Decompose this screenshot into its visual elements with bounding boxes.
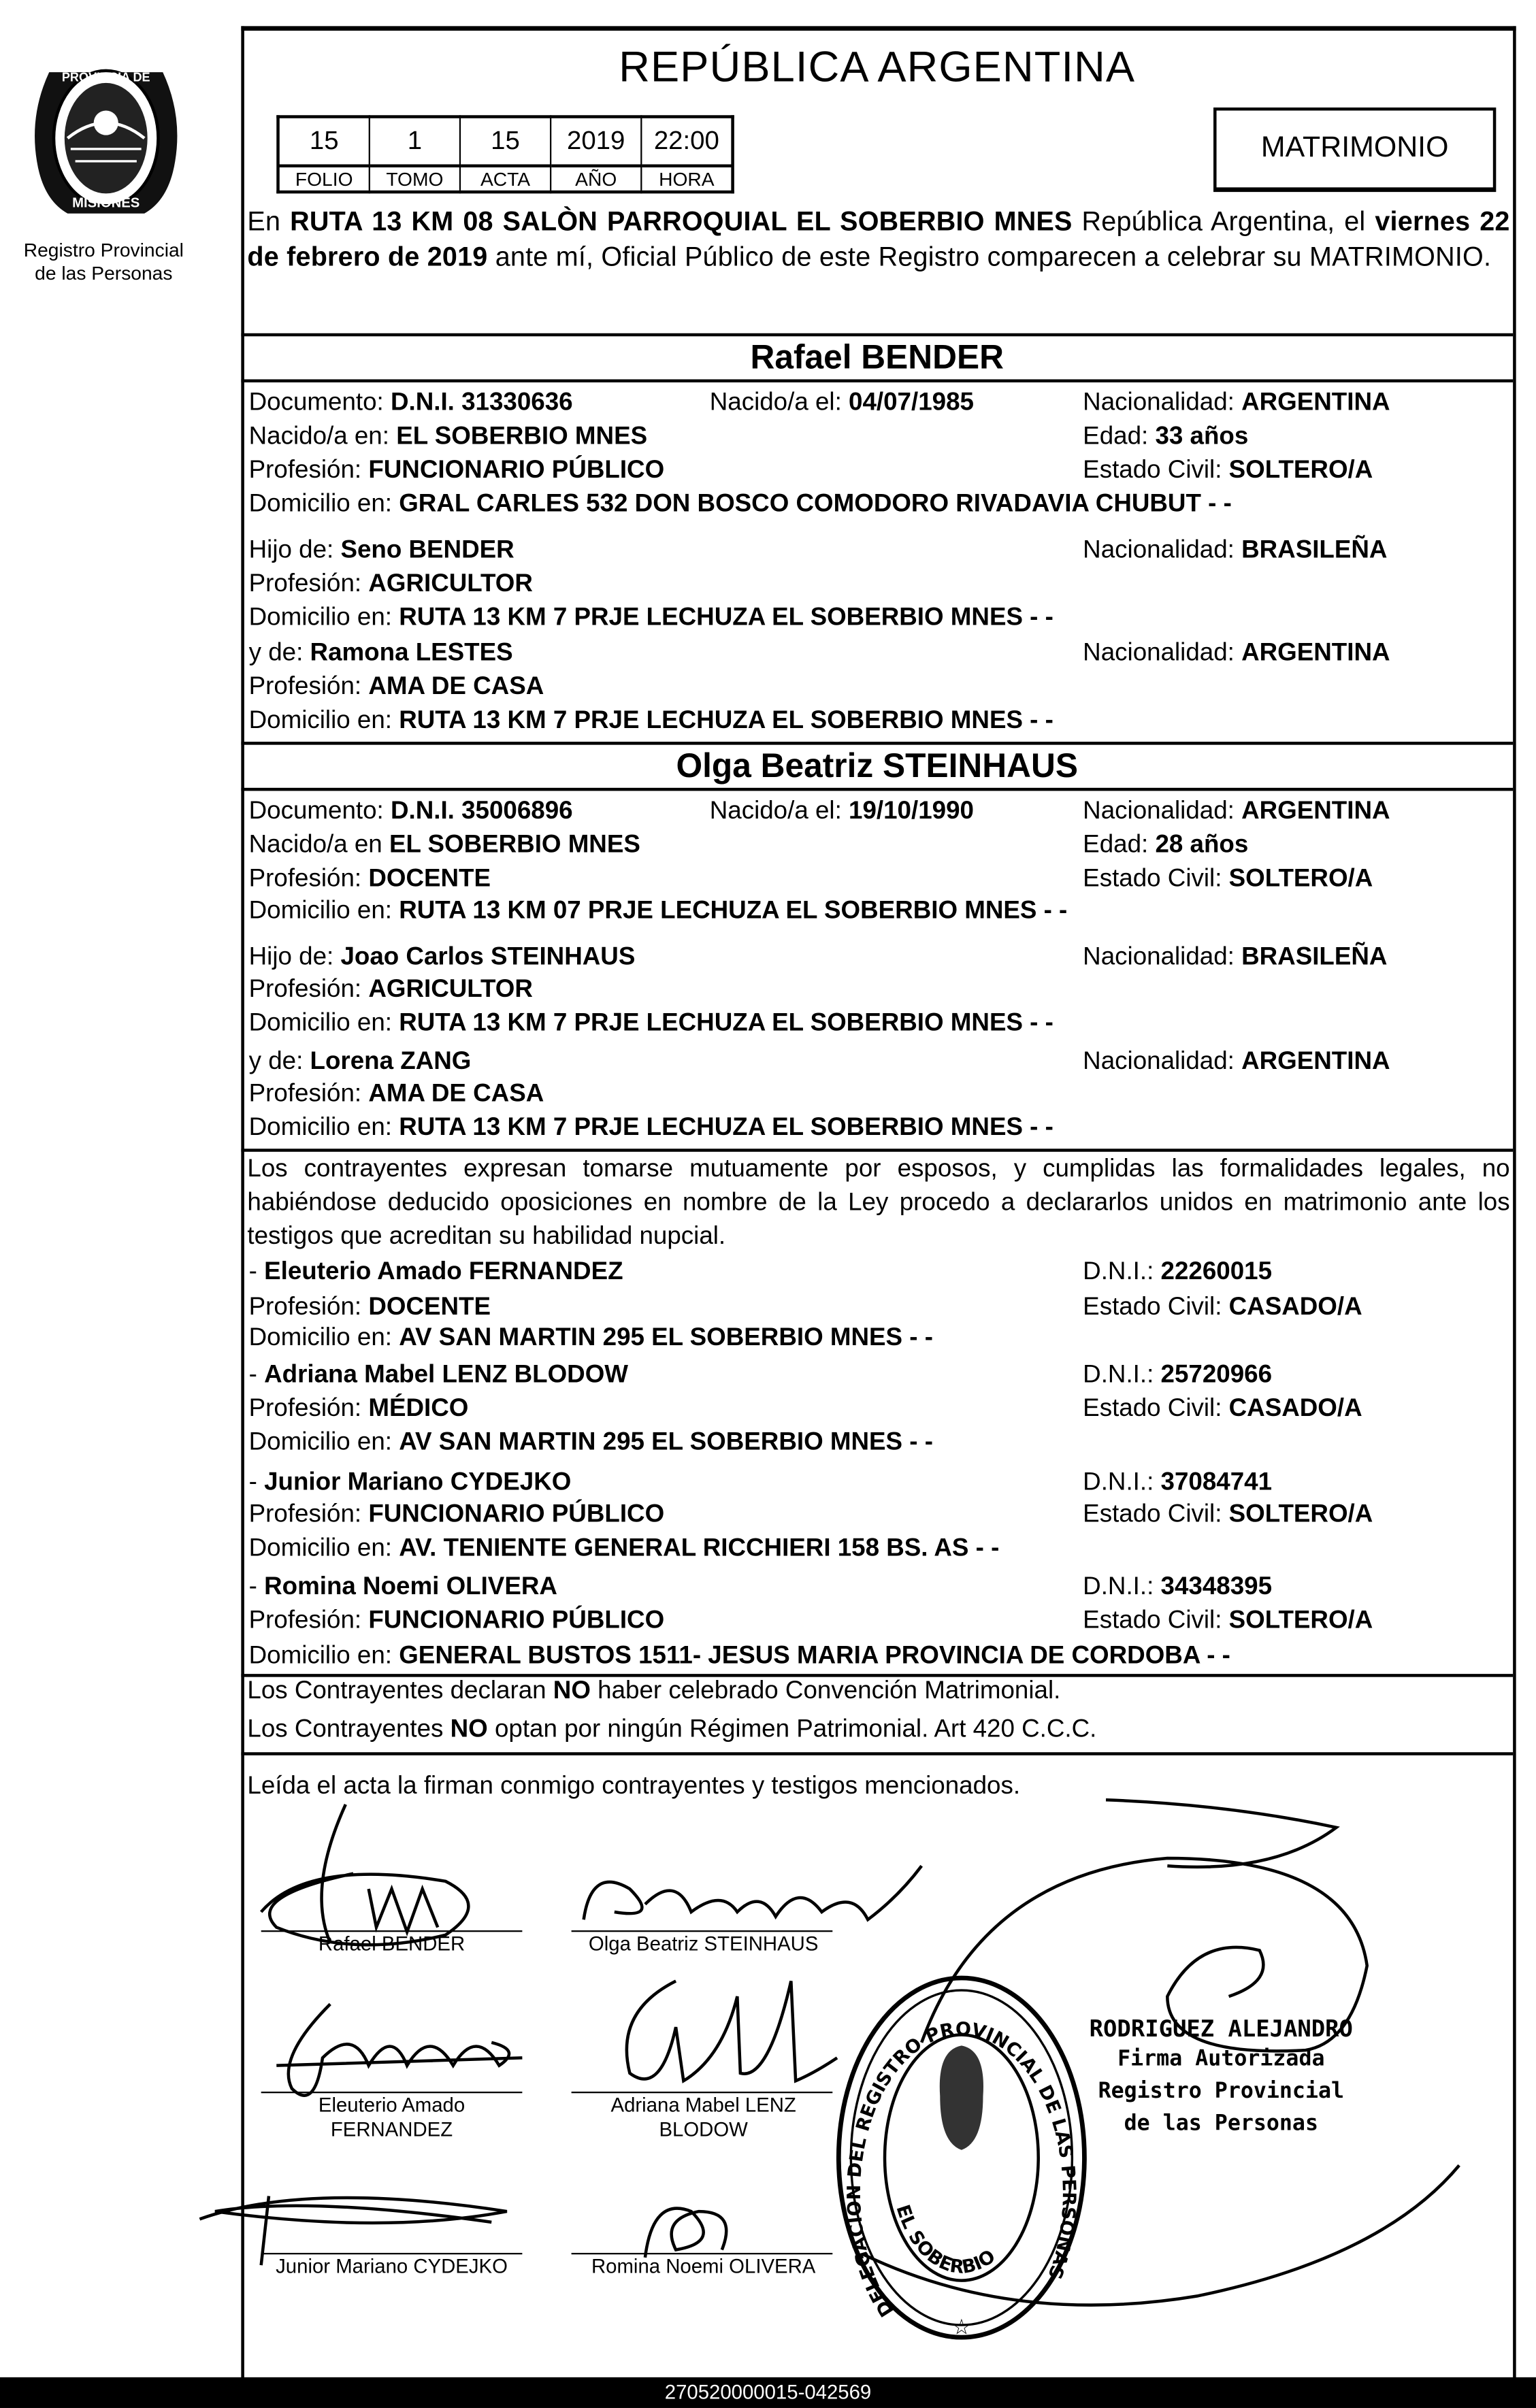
closing-statement: Leída el acta la firman conmigo contrayentes y testigos mencionados. (247, 1772, 1021, 1800)
field-value: 37084741 (1160, 1468, 1273, 1496)
divider (241, 788, 1513, 791)
field-label: Nacionalidad: (1083, 535, 1242, 564)
act-type-box: MATRIMONIO (1213, 108, 1496, 192)
spouse1-field (249, 420, 647, 451)
spouse1-field (249, 602, 1053, 633)
signature-caption-spouse1: Rafael BENDER (318, 1932, 465, 1956)
field-value: BRASILEÑA (1241, 942, 1388, 971)
spouse2-field (249, 1078, 544, 1108)
anio-label: AÑO (551, 166, 641, 192)
field-label: Domicilio en: (248, 489, 399, 518)
field-label: Hijo de: (248, 942, 341, 971)
field-label: Profesión: (248, 975, 369, 1003)
spouse1-field (249, 671, 544, 702)
witness-field (249, 1256, 623, 1287)
field-label: Domicilio en: (248, 706, 399, 734)
field-label: Profesión: (248, 864, 369, 893)
ceremony-date: viernes 22 de febrero de 2019 (247, 205, 1510, 271)
field-label: D.N.I.: (1083, 1360, 1161, 1389)
field-label: Nacionalidad: (1083, 1047, 1242, 1075)
spouse2-field (1083, 795, 1390, 826)
field-value: DOCENTE (368, 1293, 491, 1321)
witness-field (1083, 1571, 1272, 1602)
registry-caption-line2: de las Personas (35, 262, 173, 284)
field-value: SOLTERO/A (1228, 1606, 1373, 1634)
document-code: 270520000015-042569 (0, 2377, 1536, 2408)
folio-value: 15 (278, 117, 370, 166)
field-value: DOCENTE (368, 864, 491, 893)
field-value: Ramona LESTES (310, 638, 513, 667)
field-label: Documento: (248, 389, 391, 416)
spouse2-field (249, 942, 636, 972)
field-label: Estado Civil: (1083, 864, 1229, 893)
divider (241, 1752, 1513, 1755)
field-label: Documento: (248, 797, 391, 825)
field-label: Estado Civil: (1083, 1394, 1229, 1422)
field-label: Profesión: (248, 1500, 369, 1528)
field-label: Estado Civil: (1083, 1293, 1229, 1321)
signatures-and-stamp (0, 1766, 1536, 2377)
field-value: SOLTERO/A (1228, 1500, 1373, 1528)
field-label: - (248, 1360, 265, 1389)
field-value: 04/07/1985 (849, 389, 974, 416)
witness-field (249, 1499, 665, 1530)
field-value: FUNCIONARIO PÚBLICO (368, 1606, 665, 1634)
field-value: RUTA 13 KM 7 PRJE LECHUZA EL SOBERBIO MNES - - (399, 706, 1053, 734)
spouse2-name: Olga Beatriz STEINHAUS (676, 746, 1078, 785)
spouse1-field (249, 534, 514, 565)
svg-text:MISIONES: MISIONES (72, 195, 140, 211)
registry-caption (0, 240, 208, 286)
hora-label: HORA (641, 166, 732, 192)
field-label: Profesión: (248, 1394, 369, 1422)
field-label: - (248, 1468, 265, 1496)
field-value: BRASILEÑA (1241, 535, 1388, 564)
divider (241, 742, 1513, 745)
field-label: - (248, 1257, 265, 1286)
svg-text:PROVINCIA DE: PROVINCIA DE (61, 70, 150, 84)
signature-caption-witness3: Junior Mariano CYDEJKO (276, 2254, 508, 2278)
field-value: EL SOBERBIO MNES (396, 422, 648, 450)
field-label: Nacionalidad: (1083, 797, 1242, 825)
field-value: RUTA 13 KM 07 PRJE LECHUZA EL SOBERBIO MNES - - (399, 897, 1068, 925)
spouse1-field (249, 455, 665, 485)
field-value: AMA DE CASA (368, 672, 544, 701)
witness-field (249, 1605, 665, 1636)
field-label: Nacido/a en (248, 831, 389, 859)
stamp-inner-text: EL SOBERBIO (892, 2202, 1000, 2279)
spouse1-field (1083, 638, 1390, 668)
field-value: ARGENTINA (1241, 1047, 1390, 1075)
field-label: Estado Civil: (1083, 456, 1229, 484)
field-label: Profesión: (248, 570, 369, 597)
divider (241, 379, 1513, 382)
field-label: Domicilio en: (248, 1323, 399, 1352)
acta-value: 15 (460, 117, 551, 166)
spouse2-field (1083, 942, 1387, 972)
field-value: 25720966 (1160, 1360, 1273, 1389)
field-label: D.N.I.: (1083, 1257, 1161, 1286)
field-label: Hijo de: (248, 535, 341, 564)
field-value: D.N.I. 35006896 (390, 797, 573, 825)
witness-field (1083, 1291, 1362, 1322)
witness-field (1083, 1393, 1362, 1423)
spouse1-field (249, 568, 533, 599)
convention-statement: Los Contrayentes declaran NO haber celebrado Convención Matrimonial. (247, 1677, 1061, 1705)
field-value: 22260015 (1160, 1257, 1273, 1286)
field-value: AV. TENIENTE GENERAL RICCHIERI 158 BS. AS - - (399, 1534, 1000, 1562)
spouse1-name: Rafael BENDER (750, 337, 1004, 376)
spouse2-field (249, 895, 1068, 926)
spouse2-field (249, 829, 640, 860)
field-value: SOLTERO/A (1228, 864, 1373, 893)
svg-text:☆: ☆ (951, 2314, 972, 2339)
field-label: Nacionalidad: (1083, 942, 1242, 971)
field-label: Edad: (1083, 422, 1156, 450)
field-value: D.N.I. 31330636 (390, 389, 573, 416)
signature-caption-witness1: Eleuterio Amado FERNANDEZ (318, 2093, 465, 2141)
field-label: Nacionalidad: (1083, 389, 1242, 416)
field-label: Domicilio en: (248, 1534, 399, 1562)
intro-text: En (247, 205, 291, 237)
field-value: MÉDICO (368, 1394, 469, 1422)
signature-witness4 (645, 2209, 726, 2258)
intro-text: República Argentina, el (1072, 205, 1375, 237)
field-label: Domicilio en: (248, 1428, 399, 1456)
spouse1-field (1083, 387, 1390, 418)
witness-field (249, 1427, 933, 1457)
field-value: ARGENTINA (1241, 797, 1390, 825)
signature-caption-witness2: Adriana Mabel LENZ BLODOW (610, 2093, 796, 2141)
official-stamp (838, 1978, 1084, 2339)
field-value: EL SOBERBIO MNES (389, 831, 640, 859)
spouse2-field (710, 795, 974, 826)
field-label: Nacido/a el: (709, 797, 849, 825)
field-label: D.N.I.: (1083, 1468, 1161, 1496)
field-label: Nacionalidad: (1083, 638, 1242, 667)
witness-field (249, 1466, 572, 1497)
field-value: AGRICULTOR (368, 570, 533, 597)
tomo-label: TOMO (370, 166, 460, 192)
misiones-coat-of-arms-logo (22, 54, 191, 226)
spouse1-field (710, 387, 974, 418)
ceremony-place: RUTA 13 KM 08 SALÒN PARROQUIAL EL SOBERBIO MNES (290, 205, 1073, 237)
witness-field (249, 1291, 491, 1322)
spouse1-field (249, 489, 1232, 519)
witness-field (249, 1393, 469, 1423)
spouse2-field (249, 1046, 472, 1076)
field-value: RUTA 13 KM 7 PRJE LECHUZA EL SOBERBIO MNES - - (399, 1008, 1053, 1037)
spouse1-field (1083, 420, 1248, 451)
field-label: Domicilio en: (248, 1008, 399, 1037)
hora-value: 22:00 (641, 117, 732, 166)
field-label: Edad: (1083, 831, 1156, 859)
registry-table (276, 115, 734, 193)
field-label: Profesión: (248, 1606, 369, 1634)
field-value: CASADO/A (1228, 1293, 1362, 1321)
declaration-paragraph: Los contrayentes expresan tomarse mutuamente por esposos, y cumplidas las formalidades legales, no habiéndose deducido oposiciones en nombre de la Ley procedo a declararlos unidos en matrimonio ante los testigos que acreditan su habilidad nupcial. (247, 1155, 1510, 1251)
page-title: REPÚBLICA ARGENTINA (619, 43, 1136, 91)
field-value: Adriana Mabel LENZ BLODOW (264, 1360, 629, 1389)
field-value: AMA DE CASA (368, 1079, 544, 1108)
witness-field (249, 1359, 628, 1389)
field-value: GRAL CARLES 532 DON BOSCO COMODORO RIVADAVIA CHUBUT - - (399, 489, 1232, 518)
spouse2-field (249, 1112, 1053, 1142)
witness-field (1083, 1466, 1272, 1497)
intro-text: ante mí, Oficial Público de este Registro comparecen a celebrar su MATRIMONIO. (487, 240, 1492, 271)
field-value: 34348395 (1160, 1572, 1273, 1600)
signature-witness3 (199, 2196, 506, 2266)
witness-field (1083, 1359, 1272, 1389)
field-value: Eleuterio Amado FERNANDEZ (264, 1257, 623, 1286)
folio-label: FOLIO (278, 166, 370, 192)
field-value: 28 años (1155, 831, 1249, 859)
field-label: Profesión: (248, 1079, 369, 1108)
witness-field (249, 1532, 1000, 1563)
spouse2-field (249, 795, 573, 826)
spouse1-field (249, 705, 1053, 736)
field-label: Domicilio en: (248, 1113, 399, 1141)
stamp-ring-text: DELEGACION DEL REGISTRO PROVINCIAL DE LAS PERSONAS (843, 2018, 1079, 2321)
field-value: Seno BENDER (340, 535, 514, 564)
spouse1-field (1083, 534, 1387, 565)
field-value: 19/10/1990 (849, 797, 974, 825)
field-value: 33 años (1155, 422, 1249, 450)
field-value: CASADO/A (1228, 1394, 1362, 1422)
registry-caption-line1: Registro Provincial (23, 240, 184, 261)
field-label: y de: (248, 1047, 310, 1075)
spouse2-field (1083, 1046, 1390, 1076)
field-label: D.N.I.: (1083, 1572, 1161, 1600)
spouse1-field (249, 638, 513, 668)
field-label: Estado Civil: (1083, 1606, 1229, 1634)
signature-caption-witness4: Romina Noemi OLIVERA (591, 2254, 816, 2278)
field-value: Romina Noemi OLIVERA (264, 1572, 557, 1600)
field-value: GENERAL BUSTOS 1511- JESUS MARIA PROVINCIA DE CORDOBA - - (399, 1641, 1230, 1670)
witness-field (1083, 1256, 1272, 1287)
field-value: ARGENTINA (1241, 389, 1390, 416)
spouse2-field (1083, 829, 1248, 860)
officer-registry-2: de las Personas (1124, 2111, 1318, 2137)
signature-witness2 (627, 1981, 837, 2081)
regime-statement: Los Contrayentes NO optan por ningún Régimen Patrimonial. Art 420 C.C.C. (247, 1715, 1097, 1743)
field-value: Junior Mariano CYDEJKO (264, 1468, 572, 1496)
spouse2-field (249, 974, 533, 1004)
spouse1-field (1083, 455, 1373, 485)
field-value: Lorena ZANG (310, 1047, 472, 1075)
anio-value: 2019 (551, 117, 641, 166)
tomo-value: 1 (370, 117, 460, 166)
handwritten-signatures (199, 1800, 1459, 2305)
field-value: RUTA 13 KM 7 PRJE LECHUZA EL SOBERBIO MNES - - (399, 604, 1053, 631)
divider (241, 333, 1513, 337)
field-label: Estado Civil: (1083, 1500, 1229, 1528)
spouse2-field (1083, 863, 1373, 893)
field-label: Profesión: (248, 456, 369, 484)
field-value: FUNCIONARIO PÚBLICO (368, 456, 665, 484)
field-value: AV SAN MARTIN 295 EL SOBERBIO MNES - - (399, 1323, 933, 1352)
officer-registry: Registro Provincial (1098, 2079, 1345, 2105)
spouse2-field (249, 863, 491, 893)
witness-field (249, 1322, 933, 1353)
field-label: Nacido/a en: (248, 422, 397, 450)
witness-field (1083, 1499, 1373, 1530)
spouse2-field (249, 1008, 1053, 1038)
officer-name: RODRIGUEZ ALEJANDRO (1089, 2015, 1353, 2043)
field-label: - (248, 1572, 265, 1600)
witness-field (249, 1640, 1230, 1670)
field-value: FUNCIONARIO PÚBLICO (368, 1500, 665, 1528)
field-label: Domicilio en: (248, 1641, 399, 1670)
intro-paragraph (247, 204, 1509, 274)
field-value: SOLTERO/A (1228, 456, 1373, 484)
field-label: Domicilio en: (248, 604, 399, 631)
signature-witness1 (276, 2004, 522, 2095)
field-label: Nacido/a el: (709, 389, 849, 416)
field-value: ARGENTINA (1241, 638, 1390, 667)
officer-title: Firma Autorizada (1117, 2047, 1325, 2072)
field-label: Domicilio en: (248, 897, 399, 925)
acta-label: ACTA (460, 166, 551, 192)
signature-spouse1 (261, 1804, 469, 1945)
field-value: AV SAN MARTIN 295 EL SOBERBIO MNES - - (399, 1428, 933, 1456)
field-label: Profesión: (248, 1293, 369, 1321)
spouse1-field (249, 387, 573, 418)
witness-field (249, 1571, 557, 1602)
field-value: Joao Carlos STEINHAUS (340, 942, 636, 971)
field-label: Profesión: (248, 672, 369, 701)
signature-caption-spouse2: Olga Beatriz STEINHAUS (588, 1932, 819, 1956)
signature-spouse2 (584, 1866, 922, 1919)
field-value: RUTA 13 KM 7 PRJE LECHUZA EL SOBERBIO MNES - - (399, 1113, 1053, 1141)
field-value: AGRICULTOR (368, 975, 533, 1003)
field-label: y de: (248, 638, 310, 667)
witness-field (1083, 1605, 1373, 1636)
